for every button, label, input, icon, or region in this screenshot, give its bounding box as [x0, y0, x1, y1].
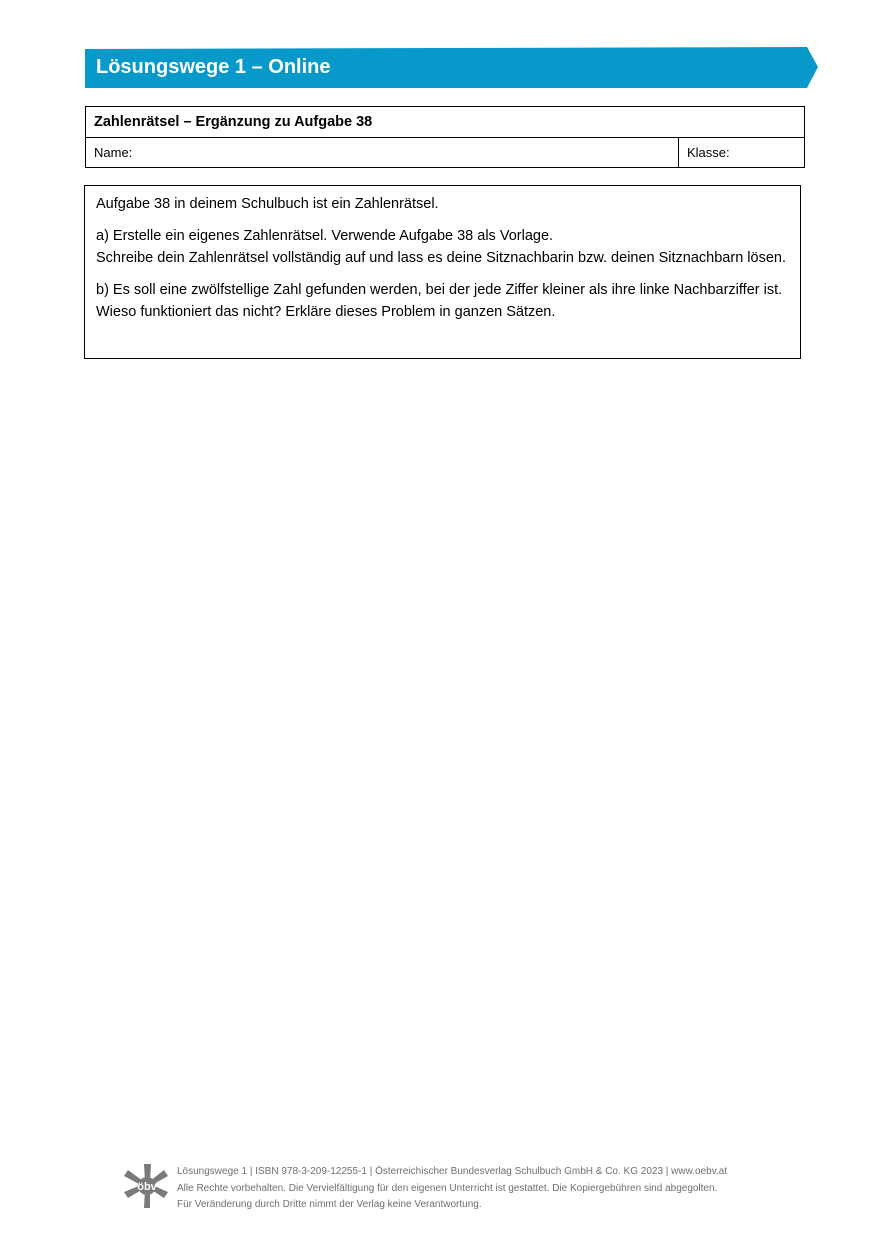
task-part-a-line2: Schreibe dein Zahlenrätsel vollständig auf und lass es deine Sitznachbarin bzw. deinen Sitznachbarn lösen. [96, 250, 786, 266]
task-box [84, 185, 801, 359]
class-label: Klasse: [687, 145, 730, 160]
oebv-logo-icon [124, 1162, 170, 1210]
header-banner [85, 47, 818, 88]
footer-line1: Lösungswege 1 | ISBN 978-3-209-12255-1 | Österreichischer Bundesverlag Schulbuch GmbH & Co. KG 2023 | www.oebv.at [177, 1166, 728, 1177]
banner-title: Lösungswege 1 – Online [96, 56, 331, 78]
task-part-a [96, 225, 790, 269]
name-field[interactable] [86, 138, 679, 167]
task-intro: Aufgabe 38 in deinem Schulbuch ist ein Zahlenrätsel. [96, 196, 439, 212]
name-label: Name: [94, 145, 133, 160]
task-part-b: b) Es soll eine zwölfstellige Zahl gefunden werden, bei der jede Ziffer kleiner als ihre linke Nachbarziffer ist. Wieso funktioniert das nicht? Erkläre dieses Problem in ganzen Sätzen. [96, 282, 783, 320]
class-field[interactable] [679, 138, 804, 167]
logo-text: öbv [137, 1181, 157, 1193]
worksheet-title: Zahlenrätsel – Ergänzung zu Aufgabe 38 [86, 107, 804, 138]
worksheet-header [85, 106, 805, 168]
footer-text [177, 1164, 727, 1214]
footer-line3: Für Veränderung durch Dritte nimmt der Verlag keine Verantwortung. [177, 1199, 482, 1210]
task-part-a-line1: a) Erstelle ein eigenes Zahlenrätsel. Verwende Aufgabe 38 als Vorlage. [96, 228, 554, 244]
footer-line2: Alle Rechte vorbehalten. Die Vervielfältigung für den eigenen Unterricht ist gestattet. Die Kopiergebühren sind abgegolten. [177, 1182, 718, 1194]
footer [124, 1160, 804, 1220]
